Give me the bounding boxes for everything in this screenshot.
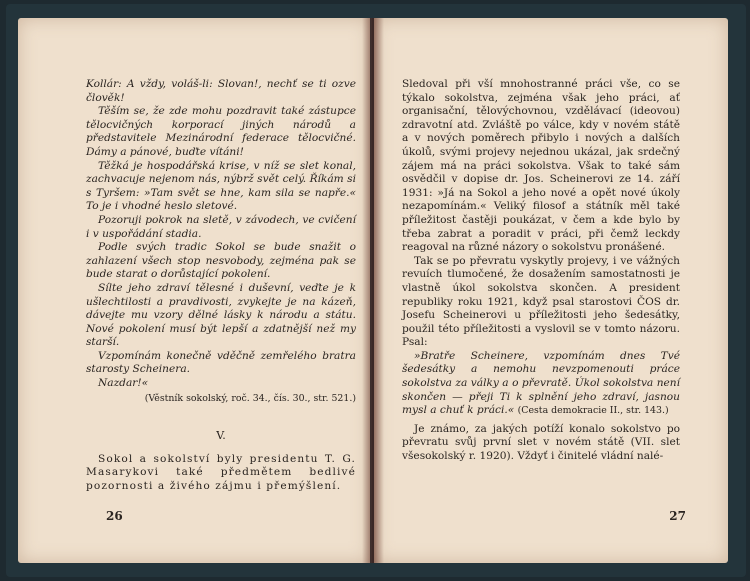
paragraph: Těším se, že zde mohu pozdravit také zástupce tělocvičných korporací jiných národů a představitele Mezinárodní federace tělocvičné. Dámy a pánové, buďte vítáni! bbox=[86, 105, 356, 158]
section-number: V. bbox=[216, 429, 226, 443]
paragraph: Sílte jeho zdraví tělesné i duševní, veďte je k ušlechtilosti a pravdivosti, zvykejte je na kázeň, dávejte mu vzory dělné lásky k národu a státu. Nové pokolení musí být lepší a zdatnější než my starší. bbox=[86, 281, 356, 349]
paragraph: Nazdar!« bbox=[98, 377, 149, 390]
open-book bbox=[6, 4, 746, 577]
citation: (Věstník sokolský, roč. 34., čís. 30., str. 521.) bbox=[144, 392, 356, 404]
paragraph: Pozoruji pokrok na sletě, v závodech, ve cvičení i v uspořádání stadia. bbox=[86, 213, 356, 240]
paragraph: Sledoval při vší mnohostranné práci vše, co se týkalo sokolstva, zejména však jeho práci, ať organisační, tělovýchovnou, vzdělávací (ideovou) zdravotní atd. Zvláště po válce, kdy v novém státě a v nových poměrech přibylo i nových a dalších úkolů, svými projevy nejednou ukázal, jak srdečný zájem má na práci sokolstva. Však to také sám osvědčil v dopise dr. Jos. Scheinerovi ze 14. září 1931: »Já na Sokol a jeho nové a opět nové úkoly nezapomínám.« Veliký filosof a státník měl také příležitost častěji poukázat, v čem a kde bylo by třeba zabrat a poradit v práci, při čemž leckdy reagoval na různé názory o sokolstvu pronášené. bbox=[402, 78, 680, 254]
paragraph: Je známo, za jakých potíží konalo sokolstvo po převratu svůj první slet v novém státě (VII. slet všesokolský r. 1920). Vždyť i činitelé vládní nalé- bbox=[402, 422, 680, 463]
paragraph: Podle svých tradic Sokol se bude snažit o zahlazení všech stop nesvobody, zejména pak se bude starat o dorůstající pokolení. bbox=[86, 241, 356, 281]
paragraph: Těžká je hospodářská krise, v níž se slet konal, zachvacuje nejenom nás, nýbrž svět celý. Říkám si s Tyršem: »Tam svět se hne, kam sila se napře.« To je i vhodné heslo sletové. bbox=[86, 159, 356, 213]
book-gutter bbox=[362, 18, 384, 563]
left-page bbox=[18, 18, 370, 563]
quote-citation: (Cesta demokracie II., str. 143.) bbox=[517, 405, 669, 417]
section-text: Sokol a sokolství byly presidentu T. G. Masarykovi také předmětem bedlivé pozornosti a živého zájmu i přemýšlení. bbox=[86, 452, 356, 493]
quote-block bbox=[402, 350, 680, 418]
paragraph: Tak se po převratu vyskytly projevy, i ve vážných revuích tlumočené, že dosažením samostatnosti je vlastně úkol sokolstva skončen. A president republiky roku 1921, když psal starostovi ČOS dr. Josefu Scheinerovi u příležitosti jeho šedesátky, použil této příležitosti a vyslovil se v tomto názoru. Psal: bbox=[402, 254, 680, 349]
page-number: 26 bbox=[106, 509, 123, 523]
left-page-text bbox=[86, 78, 356, 494]
paragraph: Vzpomínám konečně vděčně zemřelého bratra starosty Scheinera. bbox=[86, 349, 356, 376]
paragraph: Kollár: A vždy, voláš-li: Slovan!, nechť se ti ozve člověk! bbox=[86, 78, 356, 104]
page-number: 27 bbox=[669, 509, 686, 523]
right-page bbox=[374, 18, 728, 563]
quote: »Bratře Scheinere, vzpomínám dnes Tvé šedesátky a nemohu nevzpomenouti práce sokolstva za války a o převratě. Úkol sokolstva není skončen — přeji Ti k splnění jeho zdraví, jasnou mysl a chuť k práci.« bbox=[402, 349, 680, 417]
right-page-text bbox=[402, 78, 680, 464]
